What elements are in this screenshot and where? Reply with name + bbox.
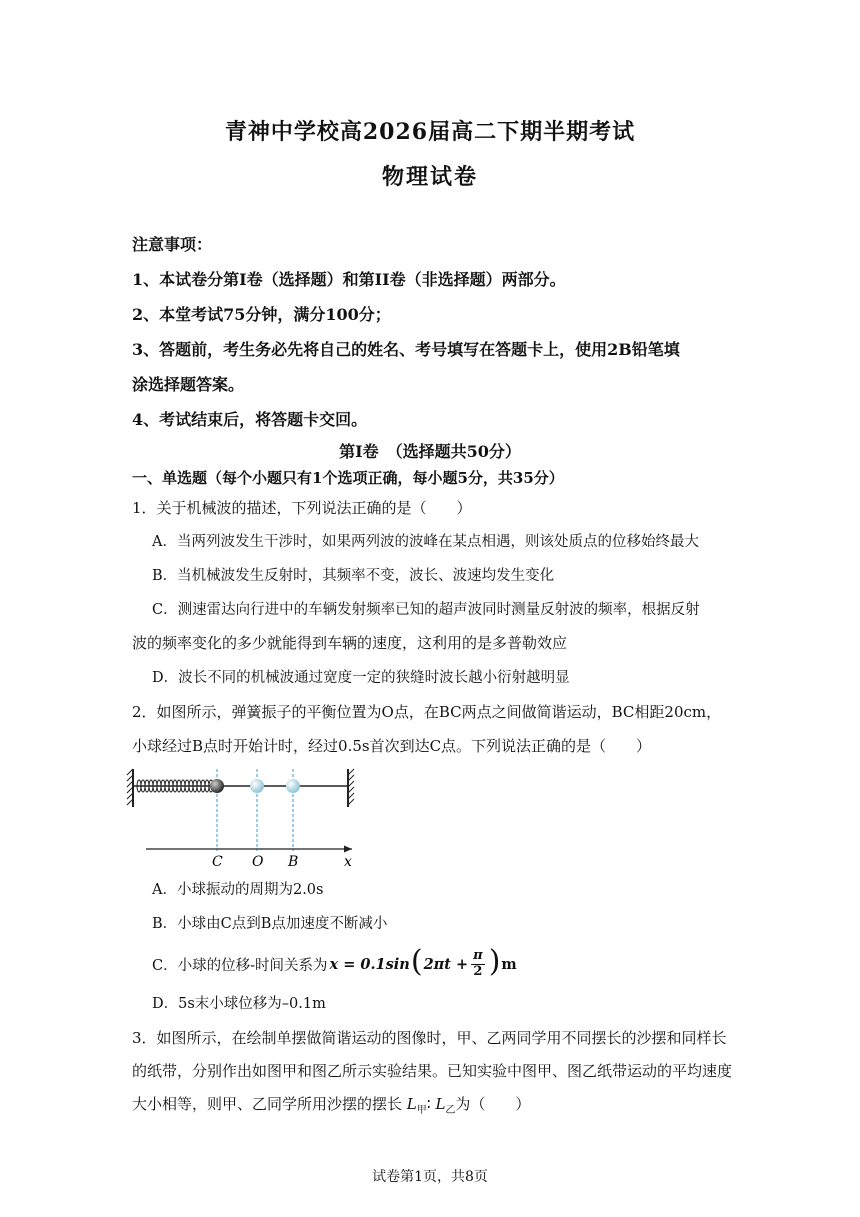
formula-fraction [471, 949, 485, 979]
page-footer: 试卷第1页，共8页 [372, 1169, 488, 1185]
spring-oscillator-figure [126, 765, 366, 870]
q3-line3-suffix: 为（ ） [455, 1095, 531, 1113]
q3-line1: 3．如图所示，在绘制单摆做简谐运动的图像时，甲、乙两同学用不同摆长的沙摆和同样长 [132, 1029, 727, 1047]
ball-at-c [210, 779, 224, 793]
notice-heading: 注意事项： [132, 235, 213, 254]
formula-close-paren: ) [488, 944, 501, 979]
label-c: C [212, 854, 223, 870]
q1-stem: 1．关于机械波的描述，下列说法正确的是（ ） [132, 499, 472, 517]
exam-subtitle: 物理试卷 [381, 164, 478, 190]
q2-option-c [152, 942, 517, 986]
part1-heading: 第I卷 （选择题共50分） [339, 442, 521, 461]
ratio-separator: ∶ [426, 1095, 431, 1113]
notice-item-1: 1、本试卷分第I卷（选择题）和第II卷（非选择题）两部分。 [132, 270, 566, 289]
ball-at-o [250, 779, 264, 793]
exam-title: 青神中学校高2026届高二下期半期考试 [224, 119, 636, 145]
formula-inner: 2πt + [423, 955, 469, 973]
section-heading: 一、单选题（每个小题只有1个选项正确，每小题5分，共35分） [132, 469, 564, 487]
subscript-jia: 甲 [416, 1105, 427, 1116]
q2-stem-line2: 小球经过B点时开始计时，经过0.5s首次到达C点。下列说法正确的是（ ） [132, 737, 652, 755]
label-b: B [288, 854, 299, 870]
fraction-denominator: 2 [473, 963, 483, 979]
q2-stem-line1: 2．如图所示，弹簧振子的平衡位置为O点，在BC两点之间做简谐运动，BC相距20cm， [132, 703, 722, 721]
length-symbol-jia: L [406, 1095, 417, 1113]
x-axis-arrow [344, 846, 352, 853]
q1-option-c: C．测速雷达向行进中的车辆发射频率已知的超声波同时测量反射波的频率，根据反射 [152, 602, 700, 618]
label-o: O [252, 854, 264, 870]
formula-open-paren: ( [410, 944, 423, 979]
q1-option-a: A．当两列波发生干涉时，如果两列波的波峰在某点相遇，则该处质点的位移始终最大 [152, 534, 699, 550]
q3-line3 [132, 1093, 530, 1116]
subscript-yi: 乙 [445, 1105, 456, 1116]
q3-line3-prefix: 大小相等，则甲、乙同学所用沙摆的摆长 [132, 1095, 403, 1113]
q3-line2: 的纸带，分别作出如图甲和图乙所示实验结果。已知实验中图甲、图乙纸带运动的平均速度 [132, 1062, 733, 1080]
q1-option-b: B．当机械波发生反射时，其频率不变，波长、波速均发生变化 [152, 568, 555, 584]
notice-item-3: 3、答题前，考生务必先将自己的姓名、考号填写在答题卡上，使用2B铅笔填 [132, 340, 680, 359]
notice-item-2: 2、本堂考试75分钟，满分100分； [132, 305, 391, 324]
length-symbol-yi: L [435, 1095, 446, 1113]
q2-option-d: D．5s末小球位移为–0.1m [152, 996, 326, 1012]
q2-option-c-prefix: C．小球的位移-时间关系为 [152, 957, 328, 974]
q2-option-a: A．小球振动的周期为2.0s [152, 882, 324, 898]
q1-option-d: D．波长不同的机械波通过宽度一定的狭缝时波长越小衍射越明显 [152, 670, 570, 686]
fraction-numerator: π [473, 948, 483, 964]
label-x: x [344, 854, 352, 870]
notice-item-4: 4、考试结束后，将答题卡交回。 [132, 410, 368, 429]
q2-option-b: B．小球由C点到B点加速度不断减小 [152, 916, 388, 932]
q1-option-c-cont: 波的频率变化的多少就能得到车辆的速度，这利用的是多普勒效应 [132, 634, 568, 652]
notice-item-3-cont: 涂选择题答案。 [132, 375, 245, 394]
formula-unit: m [501, 955, 517, 973]
formula-left: x = 0.1sin [329, 955, 410, 973]
ball-at-b [286, 779, 300, 793]
